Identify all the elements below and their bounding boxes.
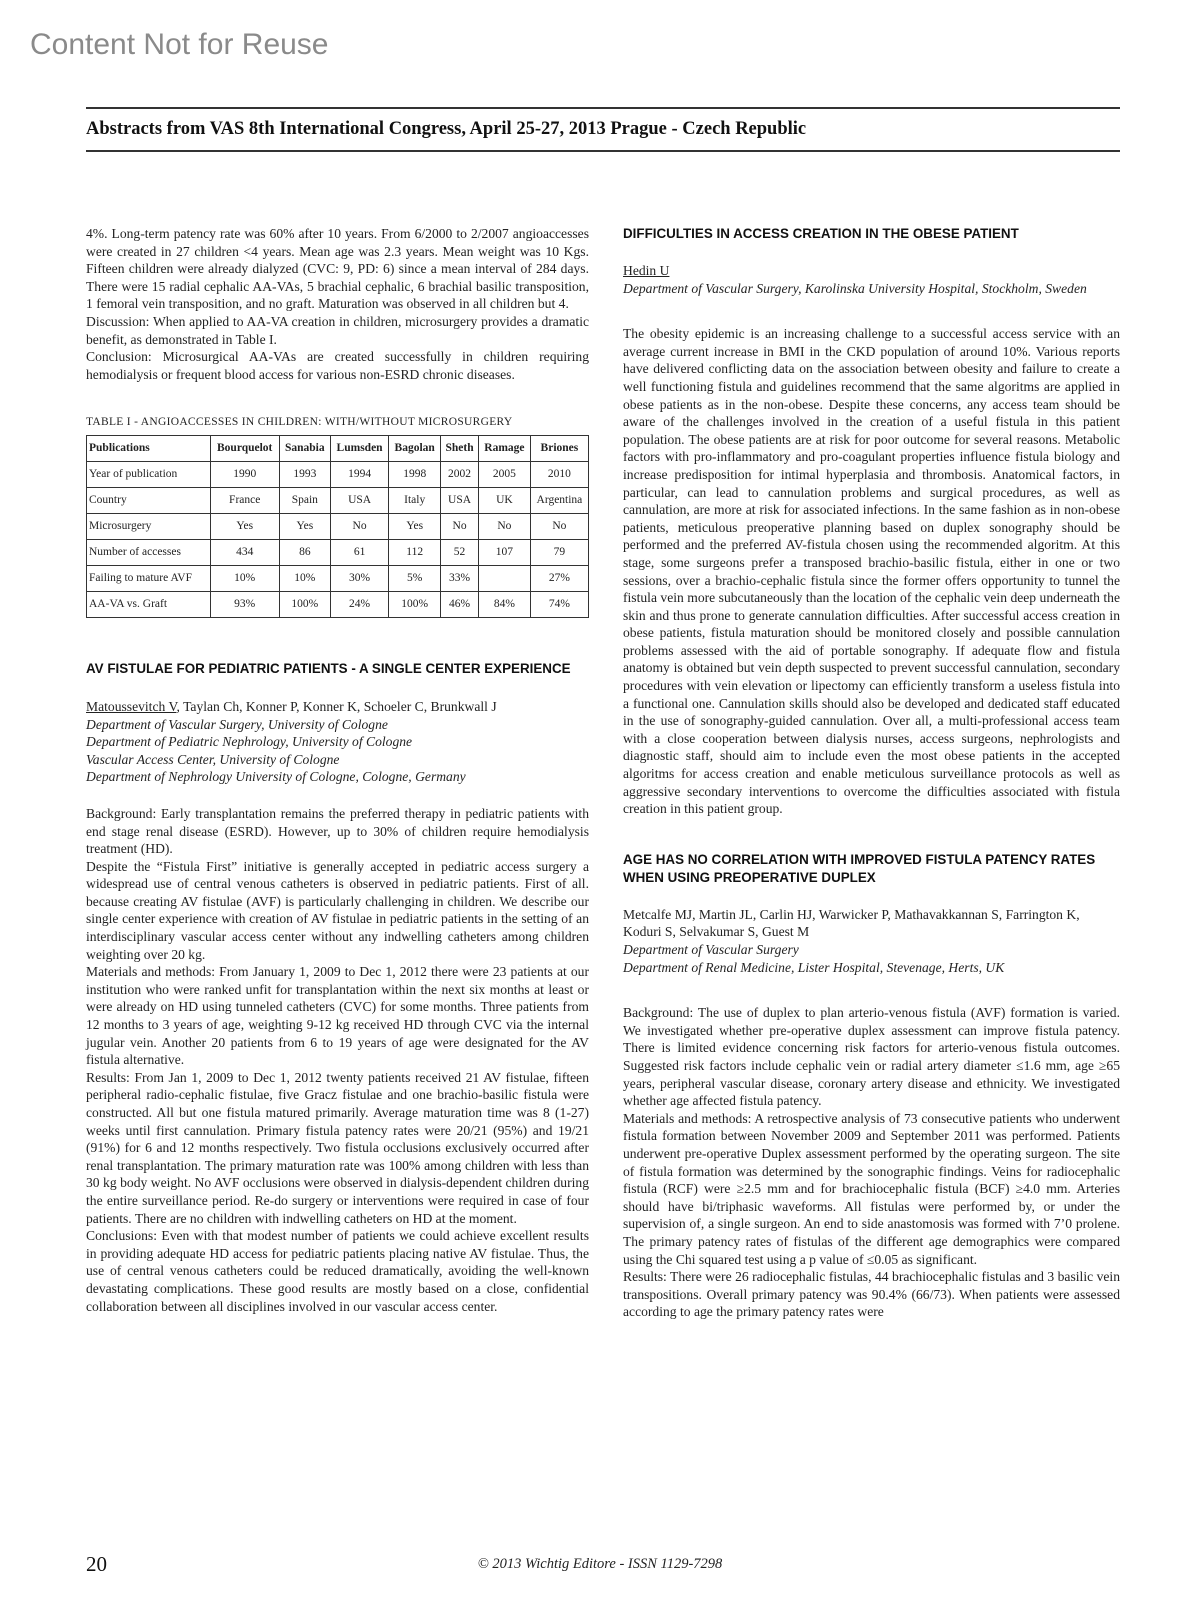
paragraph: Background: The use of duplex to plan arterio-venous fistula (AVF) formation is varied. We investigated whether pre-operative duplex assessment can improve fistula patency. There is limited evidence concerning risk factors for arterio-venous fistula outcomes. Suggested risk factors include cephalic vein or radial artery diameter ≤1.6 mm, age ≥65 years, peripheral vascular disease, coronary artery disease and ethnicity. We investigated whether age affected fistula patency. [623,1005,1120,1109]
table-header-cell: Sheth [441,435,479,461]
left-column [86,225,589,1315]
table-cell: 112 [389,539,441,565]
table-cell: Yes [279,513,330,539]
copyright-notice: © 2013 Wichtig Editore - ISSN 1129-7298 [477,1556,723,1572]
table-cell: AA-VA vs. Graft [87,591,211,617]
table-cell: Microsurgery [87,513,211,539]
table-cell: 100% [389,591,441,617]
table-header-cell: Briones [530,435,588,461]
table-cell: No [441,513,479,539]
paragraph: Materials and methods: A retrospective analysis of 73 consecutive patients who underwent fistula formation between November 2009 and September 2011 was performed. Patients underwent pre-operative Duplex assessment performed by the operating surgeon. The site of fistula formation was determined by the sonographic findings. Veins for radiocephalic fistula (RCF) were ≥2.5 mm and for brachiocephalic fistula (BCF) ≥4.0 mm. Arteries should have bi/triphasic waveforms. All fistulas were performed by, or under the supervision of, a single surgeon. An end to side anastomosis was formed with 7’0 prolene. The primary patency rates of fistulas of the different age demographics were compared using the Chi squared test using a p value of ≤0.05 as significant. [623,1110,1120,1267]
table-cell: 434 [210,539,279,565]
page-number: 20 [86,1552,107,1576]
section-title: AV FISTULAE FOR PEDIATRIC PATIENTS - A SINGLE CENTER EXPERIENCE [86,660,571,676]
affiliation: Department of Nephrology University of Cologne, Cologne, Germany [86,769,466,785]
right-column [623,225,1120,1321]
table-cell: 86 [279,539,330,565]
affiliation: Department of Vascular Surgery, Karolinska University Hospital, Stockholm, Sweden [623,280,1087,296]
section-title: AGE HAS NO CORRELATION WITH IMPROVED FISTULA PATENCY RATES WHEN USING PREOPERATIVE DUPLEX [623,851,1096,885]
table-cell: Yes [389,513,441,539]
section-title: DIFFICULTIES IN ACCESS CREATION IN THE OBESE PATIENT [623,226,1019,241]
table-cell: 1998 [389,461,441,487]
table-header-cell: Publications [87,435,211,461]
header-rule-bottom [86,150,1120,152]
table-cell: 2002 [441,461,479,487]
affiliation: Department of Renal Medicine, Lister Hospital, Stevenage, Herts, UK [623,959,1005,975]
table-cell: Country [87,487,211,513]
table-cell: 10% [279,565,330,591]
table-row [87,539,589,565]
table-cell: 1993 [279,461,330,487]
table-cell: 2005 [479,461,531,487]
table-cell: Number of accesses [87,539,211,565]
paragraph: The obesity epidemic is an increasing challenge to a successful access service with an average current increase in BMI in the CKD population of around 10%. Various reports have delivered conflicting data on the association between obesity and failure to create a well functioning fistula and guidelines recommend that the same algoritms are applied in obese patients as in the non-obese. Despite these concerns, any access team should be aware of the challenges involved in the creation of a useful fistula in this patient population. The obese patients are at risk for poor outcome for several reasons. Metabolic factors with pro-inflammatory and pro-coagulant properties influence fistula biology and increase predisposition for intimal hyperplasia and thrombosis. Anatomical factors, in particular, can lead to cannulation problems and surgical procedures, as well as cannulation, are more at risk for associated infections. In the same fashion as in non-obese patients, meticulous preoperative planning based on duplex sonography should be performed and the preferred AV-fistula chosen using the recommended algoritm. At this stage, some surgeons prefer a transposed brachio-basilic fistula, either in one or two sessions, over a brachio-cephalic fistula since the former offers opportunity to tunnel the fistula vein more subcutaneously than the location of the cephalic vein deep underneath the skin and thus prone to generate cannulation difficulties. After successful access creation in obese patients, fistula maturation should be monitored closely and possible cannulation problems assessed with the aid of portable sonography. If adequate flow and fistula anatomy is obtained but vein depth suspected to prevent successful cannulation, secondary procedures with vein elevation or lipectomy can efficiently transform a useless fistula into a functional one. Cannulation skills should also be developed and dedicated staff educated in the use of sonography-guided cannulation. Over all, a multi-professional access team with a close cooperation between dialysis nurses, access surgeons, nephrologists and diagnostic staff, should aim to include even the most obese patients in the accepted algoritms for access creation and enable meticulous surveillance protocols as well as aggressive secondary interventions to overcome the difficulties associated with fistula creation in this patient group. [623,326,1120,817]
paragraph: Background: Early transplantation remains the preferred therapy in pediatric patients with end stage renal disease (ESRD). However, up to 30% of children require hemodialysis treatment (HD). [86,805,589,857]
affiliation: Department of Vascular Surgery, University of Cologne [86,716,388,732]
author-list: Hedin U [623,263,670,278]
table-cell: Yes [210,513,279,539]
table-cell: 74% [530,591,588,617]
paragraph: Results: From Jan 1, 2009 to Dec 1, 2012 twenty patients received 21 AV fistulae, fifteen peripheral radio-cephalic fistulae, five Gracz fistulae and one brachio-basilic fistula were constructed. All but one fistula matured primarily. Average maturation time was 8 (1-27) weeks until first cannulation. Primary fistula patency rates were 20/21 (95%) and 19/21 (91%) for 6 and 12 months respectively. Two fistula occlusions exclusively occurred after renal transplantation. The primary maturation rate was 100% among children with less than 30 kg body weight. No AVF occlusions were observed in dialysis-dependent children during the entire surveillance period. Re-do surgery or interventions were required in case of four patients. There are no children with indwelling catheters on HD at the moment. [86,1069,589,1226]
table-header-cell: Bourquelot [210,435,279,461]
paragraph: 4%. Long-term patency rate was 60% after 10 years. From 6/2000 to 2/2007 angioaccesses were created in 27 children <4 years. Mean age was 2.3 years. Mean weight was 10 Kgs. Fifteen children were already dialyzed (CVC: 9, PD: 6) since a mean interval of 284 days. There were 15 radial cephalic AA-VAs, 5 brachial cephalic, 6 brachial basilic transposition, 1 femoral vein transposition, and no graft. Maturation was observed in all children but 4. [86,226,589,312]
table-cell: 84% [479,591,531,617]
table-row [87,461,589,487]
paragraph: Results: There were 26 radiocephalic fistulas, 44 brachiocephalic fistulas and 3 basilic vein transpositions. Overall primary patency was 90.4% (66/73). When patients were assessed according to age the primary patency rates were [623,1269,1120,1320]
table-header-cell: Lumsden [330,435,388,461]
paragraph: Conclusions: Even with that modest number of patients we could achieve excellent results in providing adequate HD access for pediatric patients placing native AV fistulae. Thus, the use of central venous catheters could be reduced dramatically, avoiding the well-known devastating complications. These good results are mostly based on a close, confidential collaboration between all disciplines involved in our vascular access center. [86,1228,589,1314]
table-header-cell: Ramage [479,435,531,461]
affiliation: Vascular Access Center, University of Cologne [86,751,340,767]
table-cell: Year of publication [87,461,211,487]
table-cell: 10% [210,565,279,591]
paragraph: Discussion: When applied to AA-VA creation in children, microsurgery provides a dramatic benefit, as demonstrated in Table I. [86,313,589,347]
paragraph: Conclusion: Microsurgical AA-VAs are created successfully in children requiring hemodialysis or frequent blood access for various non-ESRD chronic diseases. [86,349,589,382]
table-cell: 1990 [210,461,279,487]
presenting-author: Matoussevitch V [86,698,177,714]
author-names: , Taylan Ch, Konner P, Konner K, Schoeler C, Brunkwall J [176,698,497,714]
table-cell: 33% [441,565,479,591]
table-cell: Spain [279,487,330,513]
table-cell: No [330,513,388,539]
table-row [87,591,589,617]
table-cell: 100% [279,591,330,617]
table-cell: No [479,513,531,539]
table-cell: UK [479,487,531,513]
watermark: Content Not for Reuse [30,28,329,61]
table-header-cell: Sanabia [279,435,330,461]
table-cell: 46% [441,591,479,617]
header-rule-top [86,107,1120,109]
table-cell: 27% [530,565,588,591]
paragraph: Despite the “Fistula First” initiative is generally accepted in pediatric access surgery a widespread use of central venous catheters is observed in pediatric patients. First of all. because creating AV fistulae (AVF) is particularly challenging in children. We describe our single center experience with creation of AV fistulae in pediatric patients in the setting of an interdisciplinary vascular access center without any indwelling catheters among children weighting over 20 kg. [86,858,589,962]
table-row [87,565,589,591]
table-cell: No [530,513,588,539]
author-list: Metcalfe MJ, Martin JL, Carlin HJ, Warwicker P, Mathavakkannan S, Farrington K, Koduri S, Selvakumar S, Guest M [623,906,1080,940]
table-caption: TABLE I - ANGIOACCESSES IN CHILDREN: WITH/WITHOUT MICROSURGERY [86,416,513,429]
table-cell: 1994 [330,461,388,487]
table-cell [479,565,531,591]
table-cell: 79 [530,539,588,565]
affiliation: Department of Pediatric Nephrology, University of Cologne [86,734,413,750]
table-cell: 107 [479,539,531,565]
table-cell: 24% [330,591,388,617]
table-header-cell: Bagolan [389,435,441,461]
table-cell: USA [441,487,479,513]
table-header-row [87,435,589,461]
author-list [86,698,589,716]
running-header: Abstracts from VAS 8th International Congress, April 25-27, 2013 Prague - Czech Republic [86,119,807,139]
table-cell: Failing to mature AVF [87,565,211,591]
affiliation: Department of Vascular Surgery [623,942,799,957]
table-cell: 30% [330,565,388,591]
table-cell: Italy [389,487,441,513]
table-cell: 2010 [530,461,588,487]
table-cell: 52 [441,539,479,565]
table-angioaccesses [86,435,589,618]
table-row [87,487,589,513]
table-cell: Argentina [530,487,588,513]
paragraph: Materials and methods: From January 1, 2009 to Dec 1, 2012 there were 23 patients at our institution who were ranked unfit for transplantation within the next six months at least or were already on HD using tunneled catheters (CVC) for some months. Three patients from 12 months to 3 years of age, weighting 9-12 kg received HD through CVC via the internal jugular vein. Another 20 patients from 6 to 19 years of age were designated for the AV fistula alternative. [86,964,589,1068]
table-cell: 61 [330,539,388,565]
table-cell: 93% [210,591,279,617]
table-row [87,513,589,539]
table-cell: 5% [389,565,441,591]
table-cell: USA [330,487,388,513]
table-cell: France [210,487,279,513]
